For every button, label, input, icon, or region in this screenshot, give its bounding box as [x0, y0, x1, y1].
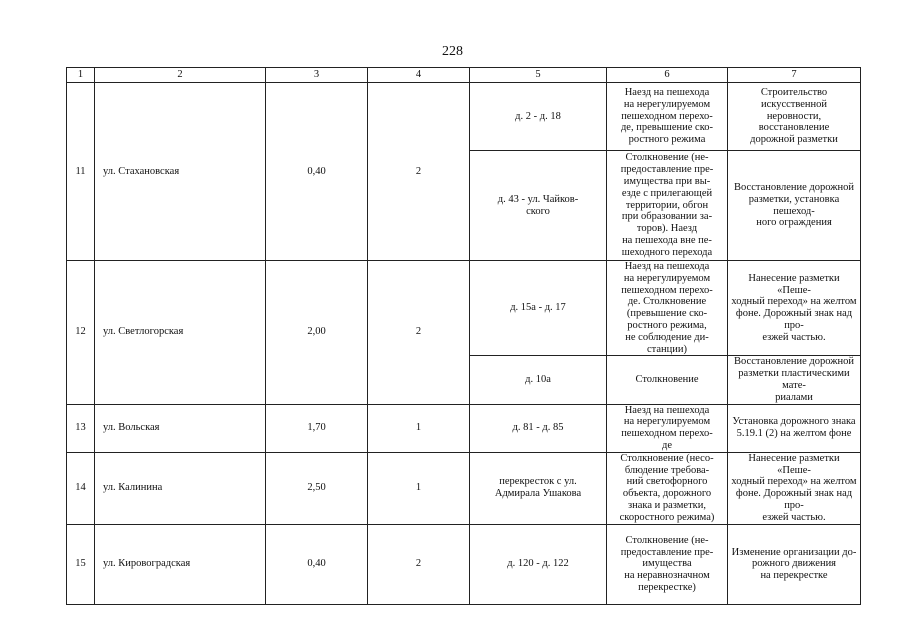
road-section: д. 81 - д. 85 — [470, 404, 607, 452]
row-number: 14 — [67, 452, 95, 524]
length-value: 0,40 — [266, 83, 368, 261]
road-section: д. 15а - д. 17 — [470, 261, 607, 356]
length-value: 2,00 — [266, 261, 368, 405]
accident-cause: Столкновение (не- предоставление пре- имущества при вы- езде с прилегающей территории, обгон при образовании за- торов). Наезд на пешехода вне пе- шеходного перехода — [607, 151, 728, 261]
incident-count: 2 — [368, 83, 470, 261]
column-number: 6 — [607, 68, 728, 83]
incident-count: 1 — [368, 404, 470, 452]
accident-cause: Столкновение — [607, 356, 728, 404]
column-number-row — [67, 68, 861, 83]
street-name: ул. Стахановская — [95, 83, 266, 261]
row-number: 13 — [67, 404, 95, 452]
incident-count: 2 — [368, 524, 470, 604]
street-name: ул. Кировоградская — [95, 524, 266, 604]
planned-measure: Нанесение разметки «Пеше- ходный переход» на желтом фоне. Дорожный знак над про- езжей частью. — [728, 452, 861, 524]
accident-cause: Наезд на пешехода на нерегулируемом пешеходном перехо- де. Столкновение (превышение ско- ростного режима, не соблюдение ди- станции) — [607, 261, 728, 356]
planned-measure: Установка дорожного знака 5.19.1 (2) на желтом фоне — [728, 404, 861, 452]
length-value: 2,50 — [266, 452, 368, 524]
road-section: д. 120 - д. 122 — [470, 524, 607, 604]
accident-cause: Наезд на пешехода на нерегулируемом пешеходном перехо- де — [607, 404, 728, 452]
incident-count: 1 — [368, 452, 470, 524]
table-row — [67, 524, 861, 604]
column-number: 1 — [67, 68, 95, 83]
row-number: 11 — [67, 83, 95, 261]
column-number: 4 — [368, 68, 470, 83]
planned-measure: Восстановление дорожной разметки, установка пешеход- ного ограждения — [728, 151, 861, 261]
table-row — [67, 83, 861, 151]
planned-measure: Восстановление дорожной разметки пластическими мате- риалами — [728, 356, 861, 404]
column-number: 3 — [266, 68, 368, 83]
incident-count: 2 — [368, 261, 470, 405]
accident-cause: Столкновение (не- предоставление пре- имущества на неравнозначном перекрестке) — [607, 524, 728, 604]
accident-cause: Наезд на пешехода на нерегулируемом пешеходном перехо- де, превышение ско- ростного режима — [607, 83, 728, 151]
table-row — [67, 404, 861, 452]
street-name: ул. Вольская — [95, 404, 266, 452]
row-number: 15 — [67, 524, 95, 604]
street-name: ул. Светлогорская — [95, 261, 266, 405]
length-value: 1,70 — [266, 404, 368, 452]
street-name: ул. Калинина — [95, 452, 266, 524]
planned-measure: Нанесение разметки «Пеше- ходный переход» на желтом фоне. Дорожный знак над про- езжей частью. — [728, 261, 861, 356]
road-section: д. 2 - д. 18 — [470, 83, 607, 151]
accident-cause: Столкновение (несо- блюдение требова- ний светофорного объекта, дорожного знака и разметки, скоростного режима) — [607, 452, 728, 524]
page-number: 228 — [442, 44, 463, 59]
table-row — [67, 452, 861, 524]
planned-measure: Изменение организации до- рожного движения на перекрестке — [728, 524, 861, 604]
table-row — [67, 261, 861, 356]
planned-measure: Строительство искусственной неровности, восстановление дорожной разметки — [728, 83, 861, 151]
column-number: 2 — [95, 68, 266, 83]
column-number: 7 — [728, 68, 861, 83]
accident-sites-table — [66, 67, 861, 605]
road-section: д. 43 - ул. Чайков- ского — [470, 151, 607, 261]
row-number: 12 — [67, 261, 95, 405]
road-section: д. 10а — [470, 356, 607, 404]
column-number: 5 — [470, 68, 607, 83]
length-value: 0,40 — [266, 524, 368, 604]
road-section: перекресток с ул. Адмирала Ушакова — [470, 452, 607, 524]
